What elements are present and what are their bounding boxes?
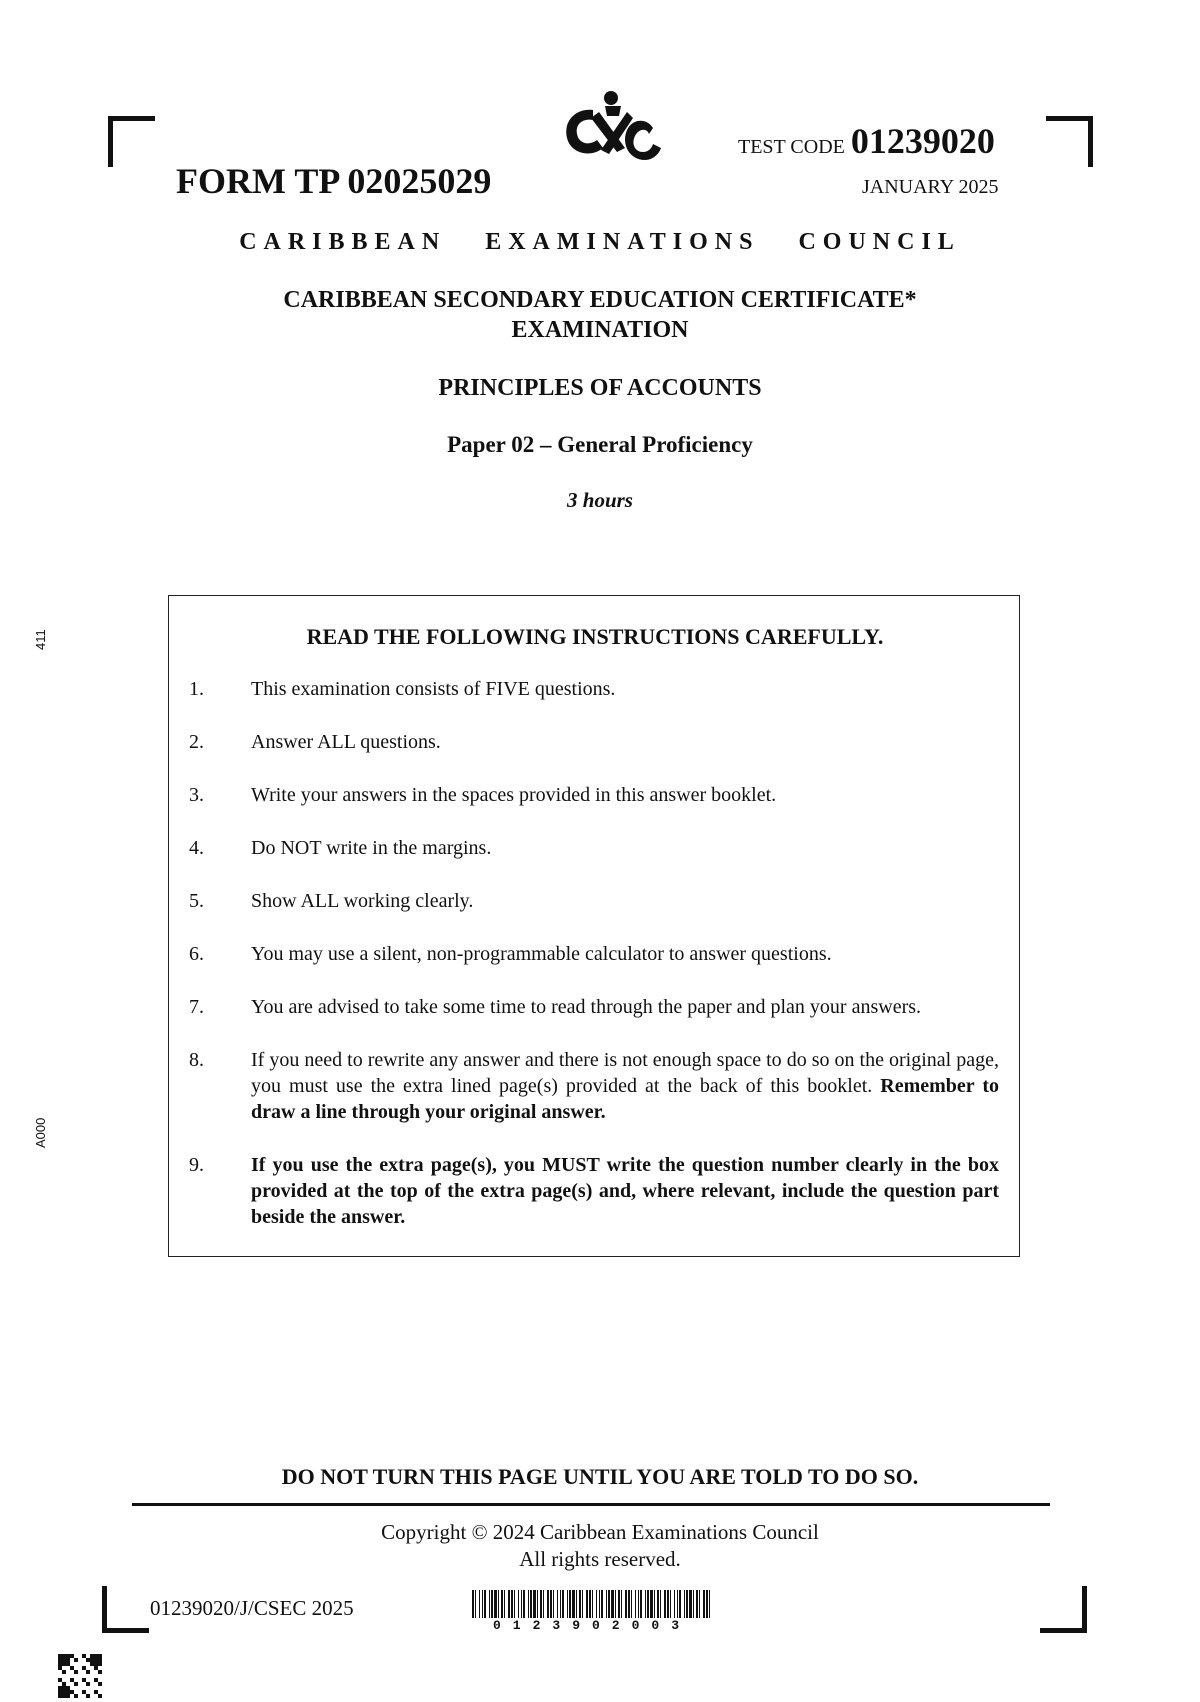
do-not-turn-warning: DO NOT TURN THIS PAGE UNTIL YOU ARE TOLD TO DO SO. (281, 1464, 919, 1489)
instruction-item (189, 888, 999, 914)
instruction-number: 8. (189, 1049, 204, 1071)
crop-mark-bottom-left (102, 1586, 149, 1633)
form-code: FORM TP 02025029 (176, 161, 492, 201)
exam-title-line-1: CARIBBEAN SECONDARY EDUCATION CERTIFICATE* (283, 287, 917, 313)
exam-title-line-2: EXAMINATION (511, 317, 689, 343)
instruction-text: Show ALL working clearly. (251, 890, 474, 912)
instruction-number: 6. (189, 943, 204, 965)
instruction-text: This examination consists of FIVE questions. (251, 678, 616, 700)
document-code: 01239020/J/CSEC 2025 (150, 1596, 354, 1620)
instruction-number: 3. (189, 784, 204, 806)
instruction-text: Answer ALL questions. (251, 731, 441, 753)
instruction-item (189, 1152, 999, 1230)
subject-title: PRINCIPLES OF ACCOUNTS (438, 375, 762, 401)
test-code-number: 01239020 (850, 121, 995, 161)
crop-mark-top-left (108, 116, 155, 167)
margin-code-top: 411 (33, 629, 48, 650)
instruction-text-bold: Remember to draw a line through your original answer. (251, 1075, 999, 1123)
instruction-text-regular: If you need to rewrite any answer and there is not enough space to do so on the original page, you must use the extra lined page(s) provided at the back of this booklet. (251, 1049, 999, 1097)
instruction-number: 5. (189, 890, 204, 912)
instruction-text: Do NOT write in the margins. (251, 837, 492, 859)
footer-rule (132, 1503, 1050, 1506)
exam-date: JANUARY 2025 (862, 176, 999, 198)
paper-title: Paper 02 – General Proficiency (447, 432, 753, 457)
instruction-number: 4. (189, 837, 204, 859)
council-name: CARIBBEAN EXAMINATIONS COUNCIL (239, 229, 961, 255)
instruction-text (251, 1047, 999, 1125)
crop-mark-top-right (1046, 116, 1093, 167)
instructions-heading: READ THE FOLLOWING INSTRUCTIONS CAREFULLY. (306, 624, 884, 649)
exam-title (0, 285, 1200, 345)
copyright-line-1: Copyright © 2024 Caribbean Examinations Council (381, 1520, 819, 1544)
instructions-list (189, 676, 999, 1257)
instruction-item (189, 994, 999, 1020)
crop-mark-bottom-right (1040, 1586, 1087, 1633)
instruction-text: You are advised to take some time to read through the paper and plan your answers. (251, 996, 922, 1018)
instruction-item (189, 782, 999, 808)
instruction-item (189, 729, 999, 755)
instruction-text: If you use the extra page(s), you MUST write the question number clearly in the box provided at the top of the extra page(s) and, where relevant, include the question part beside the answer. (251, 1154, 999, 1228)
instruction-number: 1. (189, 678, 204, 700)
margin-code-bottom: A000 (33, 1117, 48, 1148)
copyright (0, 1519, 1200, 1573)
instruction-item (189, 676, 999, 702)
test-code (738, 120, 995, 162)
instruction-text: Write your answers in the spaces provided in this answer booklet. (251, 784, 777, 806)
instruction-item (189, 941, 999, 967)
copyright-line-2: All rights reserved. (519, 1547, 681, 1571)
instruction-text: You may use a silent, non-programmable calculator to answer questions. (251, 943, 832, 965)
instruction-number: 9. (189, 1154, 204, 1176)
instruction-number: 2. (189, 731, 204, 753)
instruction-item (189, 835, 999, 861)
instruction-item (189, 1047, 999, 1125)
exam-duration: 3 hours (567, 488, 633, 512)
cxc-logo (555, 88, 665, 168)
instruction-number: 7. (189, 996, 204, 1018)
qr-code (58, 1654, 102, 1698)
instructions-box (168, 595, 1020, 1257)
barcode-digits: 0123902003 (492, 1618, 691, 1633)
test-code-label: TEST CODE (738, 136, 845, 158)
